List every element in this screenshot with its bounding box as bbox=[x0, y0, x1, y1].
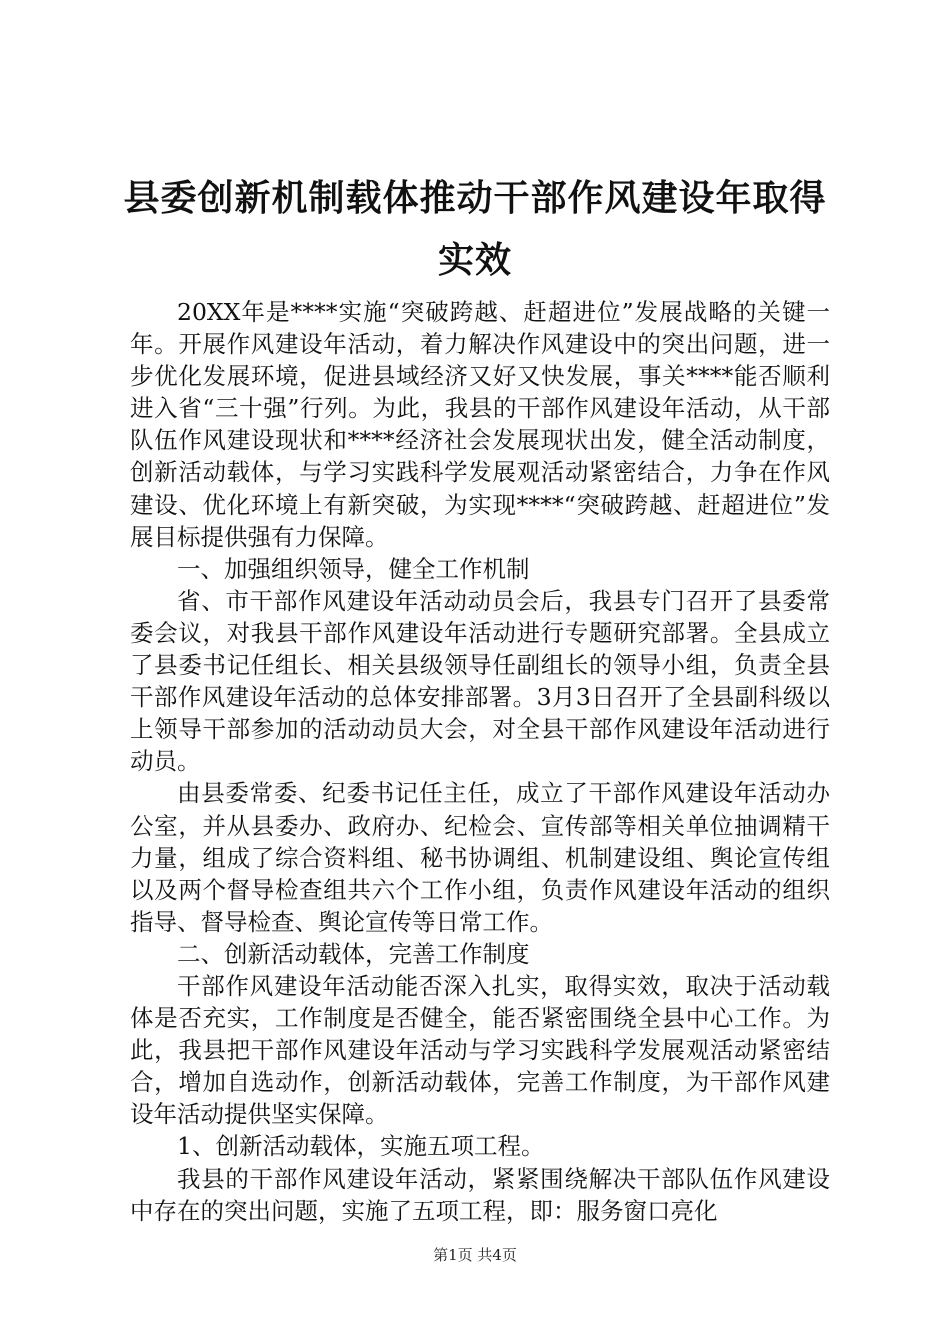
document-body bbox=[130, 296, 830, 1227]
page-footer: 第1页 共4页 bbox=[433, 1246, 517, 1264]
paragraph-office: 由县委常委、纪委书记任主任，成立了干部作风建设年活动办公室，并从县委办、政府办、纪检会、宣传部等相关单位抽调精干力量，组成了综合资料组、秘书协调组、机制建设组、舆论宣传组以及两个督导检查组共六个工作小组，负责作风建设年活动的组织指导、督导检查、舆论宣传等日常工作。 bbox=[130, 779, 830, 936]
section-heading-1: 一、加强组织领导，健全工作机制 bbox=[177, 554, 530, 583]
document-title: 县委创新机制载体推动干部作风建设年取得实效 bbox=[123, 178, 827, 281]
paragraph-carrier: 干部作风建设年活动能否深入扎实，取得实效，取决于活动载体是否充实，工作制度是否健全，能否紧密围绕全县中心工作。为此，我县把干部作风建设年活动与学习实践科学发展观活动紧密结合，增加自选动作，创新活动载体，完善工作制度，为干部作风建设年活动提供坚实保障。 bbox=[130, 971, 830, 1129]
paragraph-five-projects: 我县的干部作风建设年活动，紧紧围绕解决干部队伍作风建设中存在的突出问题，实施了五项工程，即：服务窗口亮化 bbox=[130, 1164, 830, 1225]
section-heading-2: 二、创新活动载体，完善工作制度 bbox=[177, 939, 530, 968]
subsection-heading-1: 1、创新活动载体，实施五项工程。 bbox=[177, 1132, 545, 1161]
paragraph-meeting: 省、市干部作风建设年活动动员会后，我县专门召开了县委常委会议，对我县干部作风建设年活动进行专题研究部署。全县成立了县委书记任组长、相关县级领导任副组长的领导小组，负责全县干部作风建设年活动的总体安排部署。3月3日召开了全县副科级以上领导干部参加的活动动员大会，对全县干部作风建设年活动进行动员。 bbox=[130, 586, 830, 776]
paragraph-intro: 20XX年是****实施“突破跨越、赶超进位”发展战略的关键一年。开展作风建设年活动，着力解决作风建设中的突出问题，进一步优化发展环境，促进县域经济又好又快发展，事关****能否顺利进入省“三十强”行列。为此，我县的干部作风建设年活动，从干部队伍作风建设现状和****经济社会发展现状出发，健全活动制度，创新活动载体，与学习实践科学发展观活动紧密结合，力争在作风建设、优化环境上有新突破，为实现****“突破跨越、赶超进位”发展目标提供强有力保障。 bbox=[130, 298, 830, 551]
